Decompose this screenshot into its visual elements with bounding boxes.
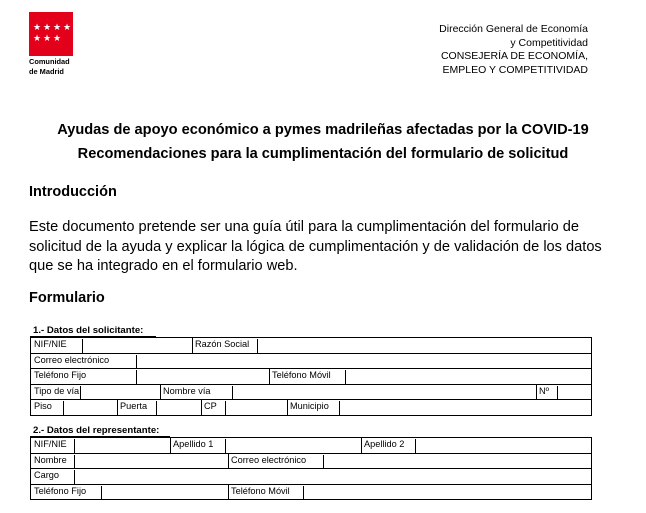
intro-line3: que se ha integrado en el formulario web. <box>29 258 298 274</box>
representative-table <box>30 437 592 500</box>
section2-title: 2.- Datos del representante: <box>33 425 160 436</box>
razon-social-label: Razón Social <box>192 339 258 353</box>
dept-line3: CONSEJERÍA DE ECONOMÍA, <box>440 50 588 62</box>
section1-title: 1.- Datos del solicitante: <box>33 325 144 336</box>
rep-nif-label: NIF/NIE <box>31 439 75 453</box>
title-line1: Ayudas de apoyo económico a pymes madrileñas afectadas por la COVID-19 <box>57 122 589 138</box>
number-label: Nº <box>536 386 558 400</box>
email-label: Correo electrónico <box>31 355 137 369</box>
surname2-label: Apellido 2 <box>361 439 416 453</box>
position-label: Cargo <box>31 470 75 484</box>
comunidad-madrid-logo <box>29 12 75 76</box>
madrid-flag-icon: ★ ★ ★ ★ ★ ★ ★ <box>29 12 73 56</box>
street-type-label: Tipo de vía <box>31 386 81 400</box>
dept-line2: y Competitividad <box>510 36 588 49</box>
form-heading: Formulario <box>29 290 105 306</box>
department-header <box>439 23 588 77</box>
intro-paragraph <box>29 218 609 277</box>
dept-line4: EMPLEO Y COMPETITIVIDAD <box>442 63 588 76</box>
applicant-row-5 <box>31 400 591 415</box>
rep-email-label: Correo electrónico <box>228 455 324 469</box>
applicant-row-4 <box>31 385 591 401</box>
rep-phone-label: Teléfono Fijo <box>31 486 102 500</box>
document-title <box>0 118 646 166</box>
nif-label: NIF/NIE <box>31 339 83 353</box>
rep-name-label: Nombre <box>31 455 75 469</box>
intro-heading: Introducción <box>29 184 117 200</box>
door-label: Puerta <box>117 401 157 415</box>
applicant-row-2 <box>31 354 591 370</box>
intro-line1: Este documento pretende ser una guía útil para la cumplimentación del formulario de <box>29 219 580 235</box>
title-line2: Recomendaciones para la cumplimentación del formulario de solicitud <box>77 146 569 162</box>
representative-row-1 <box>31 438 591 454</box>
mobile-label: Teléfono Móvil <box>269 370 346 384</box>
logo-caption-line1: Comunidad <box>29 57 70 66</box>
logo-caption-line2: de Madrid <box>29 67 64 76</box>
municipality-label: Municipio <box>287 401 340 415</box>
representative-row-4 <box>31 485 591 500</box>
applicant-table <box>30 337 592 416</box>
dept-line1: Dirección General de Economía <box>439 23 588 35</box>
representative-row-2 <box>31 454 591 470</box>
surname1-label: Apellido 1 <box>170 439 226 453</box>
rep-mobile-label: Teléfono Móvil <box>228 486 304 500</box>
applicant-row-1 <box>31 338 591 354</box>
street-name-label: Nombre vía <box>160 386 233 400</box>
phone-label: Teléfono Fijo <box>31 370 137 384</box>
intro-line2: solicitud de la ayuda y explicar la lógica de cumplimentación y de validación de los datos <box>29 238 602 255</box>
floor-label: Piso <box>31 401 64 415</box>
representative-row-3 <box>31 469 591 485</box>
applicant-row-3 <box>31 369 591 385</box>
postal-code-label: CP <box>201 401 226 415</box>
